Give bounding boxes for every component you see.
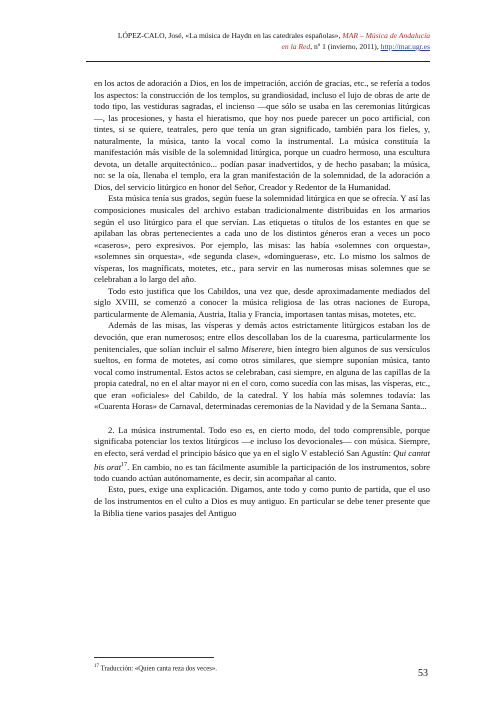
paragraph-4-end: bien íntegro bien algunos de sus versículos sueltos, en forma de motetes, así como otros similares, que siempre suponían música, tanto vocal como instrumental. Estos actos se celebraban, casi siempre, en alguna de las capillas de la propia catedral, no en el altar mayor ni en el coro, como sucedía con las misas, las vísperas, etc., que eran «oficiales» del Cabildo, de la catedral. Y los había más solemnes todavía: las «Cuarenta Horas» de Carnaval, determinadas ceremonias de la Navidad y de la Semana Santa...	[94, 343, 431, 412]
footnote-divider	[94, 657, 214, 658]
paragraph-3: Todo esto justifica que los Cabildos, una vez que, desde aproximadamente mediados del siglo XVIII, se comenzó a conocer la música religiosa de las otras naciones de Europa, particularmente de Alemania, Austria, Italia y Francia, importasen tantas misas, motetes, etc.	[94, 285, 430, 319]
paragraph-5-end: . En cambio, no es tan fácilmente asumible la participación de los instrumentos, sobre todo cuando actúan autónomamente, es decir, sin acompañar al canto.	[94, 461, 431, 483]
page-number: 53	[418, 668, 428, 679]
header-line-1	[86, 30, 430, 41]
paragraph-1: en los actos de adoración a Dios, en los de impetración, acción de gracias, etc., se refería a todos los aspectos: la construcción de los templos, su grandiosidad, incluso el lujo de obras de arte de todo tipo, las vestiduras sagradas, el incienso —que sólo se usaba en las ceremonias litúrgicas—, las procesiones, y hasta el hieratismo, que hoy nos puede parecer un poco artificial, con tintes, si se quiere, teatrales, pero que tenía un gran significado, también para los fieles, y, naturalmente, la música, tanto la vocal como la instrumental. La música constituía la manifestación más visible de la solemnidad litúrgica, porque un cuadro hermoso, una escultura devota, un detalle arquitectónico... podían pasar inadvertidos, y de hecho pasaban; la música, no: se la oía, llenaba el templo, era la gran manifestación de la solemnidad, de la adoración a Dios, del servicio litúrgico en honor del Señor, Creador y Redentor de la Humanidad.	[94, 78, 430, 192]
main-text	[94, 78, 430, 519]
issue-info: , nº 1 (invierno, 2011),	[310, 42, 379, 51]
header-divider	[86, 61, 430, 62]
journal-title-cont: en la Red	[281, 42, 311, 51]
journal-title: MAR – Música de Andalucía	[342, 31, 430, 40]
running-header	[86, 30, 430, 52]
footnote-ref[interactable]: 17	[121, 461, 128, 468]
miserere-title: Miserere,	[241, 343, 275, 354]
footnote-text: Traducción: «Quien canta reza dos veces».	[100, 665, 217, 673]
paragraph-4-start: Además de las misas, las vísperas y demás actos estrictamente litúrgicos estaban los de devoción, que eran numerosos; entre ellos descollaban los de la cuaresma, particularmente los penitenciales, que solían incluir el salmo	[94, 320, 430, 354]
paragraph-4	[94, 320, 430, 412]
footnote-number: 17	[94, 664, 99, 669]
paragraph-5	[94, 425, 430, 485]
latin-quote: Qui cantat bis orat	[94, 447, 430, 472]
footnote	[94, 664, 217, 672]
paragraph-5-start: 2. La música instrumental. Todo eso es, en cierto modo, del todo comprensible, porque significaba potenciar los textos litúrgicos —e incluso los devocionales— con música. Siempre, en efecto, será verdad el principio básico que ya en el siglo V estableció San Agustín:	[94, 424, 430, 458]
journal-link[interactable]: http://mar.ugr.es	[380, 42, 430, 51]
header-line-2	[86, 41, 430, 52]
header-citation: LÓPEZ-CALO, José, «La música de Haydn en las catedrales españolas»,	[117, 31, 341, 40]
paragraph-2: Esta música tenía sus grados, según fuese la solemnidad litúrgica en que se ofrecía. Y así las composiciones musicales del archivo estaban tradicionalmente distribuidas en los armarios según el uso litúrgico para el que servían. Las etiquetas o títulos de los estantes en que se apilaban las obras pertenecientes a cada uno de los distintos géneros eran a veces un poco «caseros», pero expresivos. Por ejemplo, las misas: las había «solemnes con orquesta», «solemnes sin orquesta», «de segunda clase», «domingueras», etc. Lo mismo los salmos de vísperas, los magníficats, motetes, etc., para servir en las numerosas misas solemnes que se celebraban a lo largo del año.	[94, 193, 430, 285]
paragraph-6: Esto, pues, exige una explicación. Digamos, ante todo y como punto de partida, que el uso de los instrumentos en el culto a Dios es muy antiguo. En particular se debe tener presente que la Biblia tiene varios pasajes del Antiguo	[94, 484, 430, 518]
